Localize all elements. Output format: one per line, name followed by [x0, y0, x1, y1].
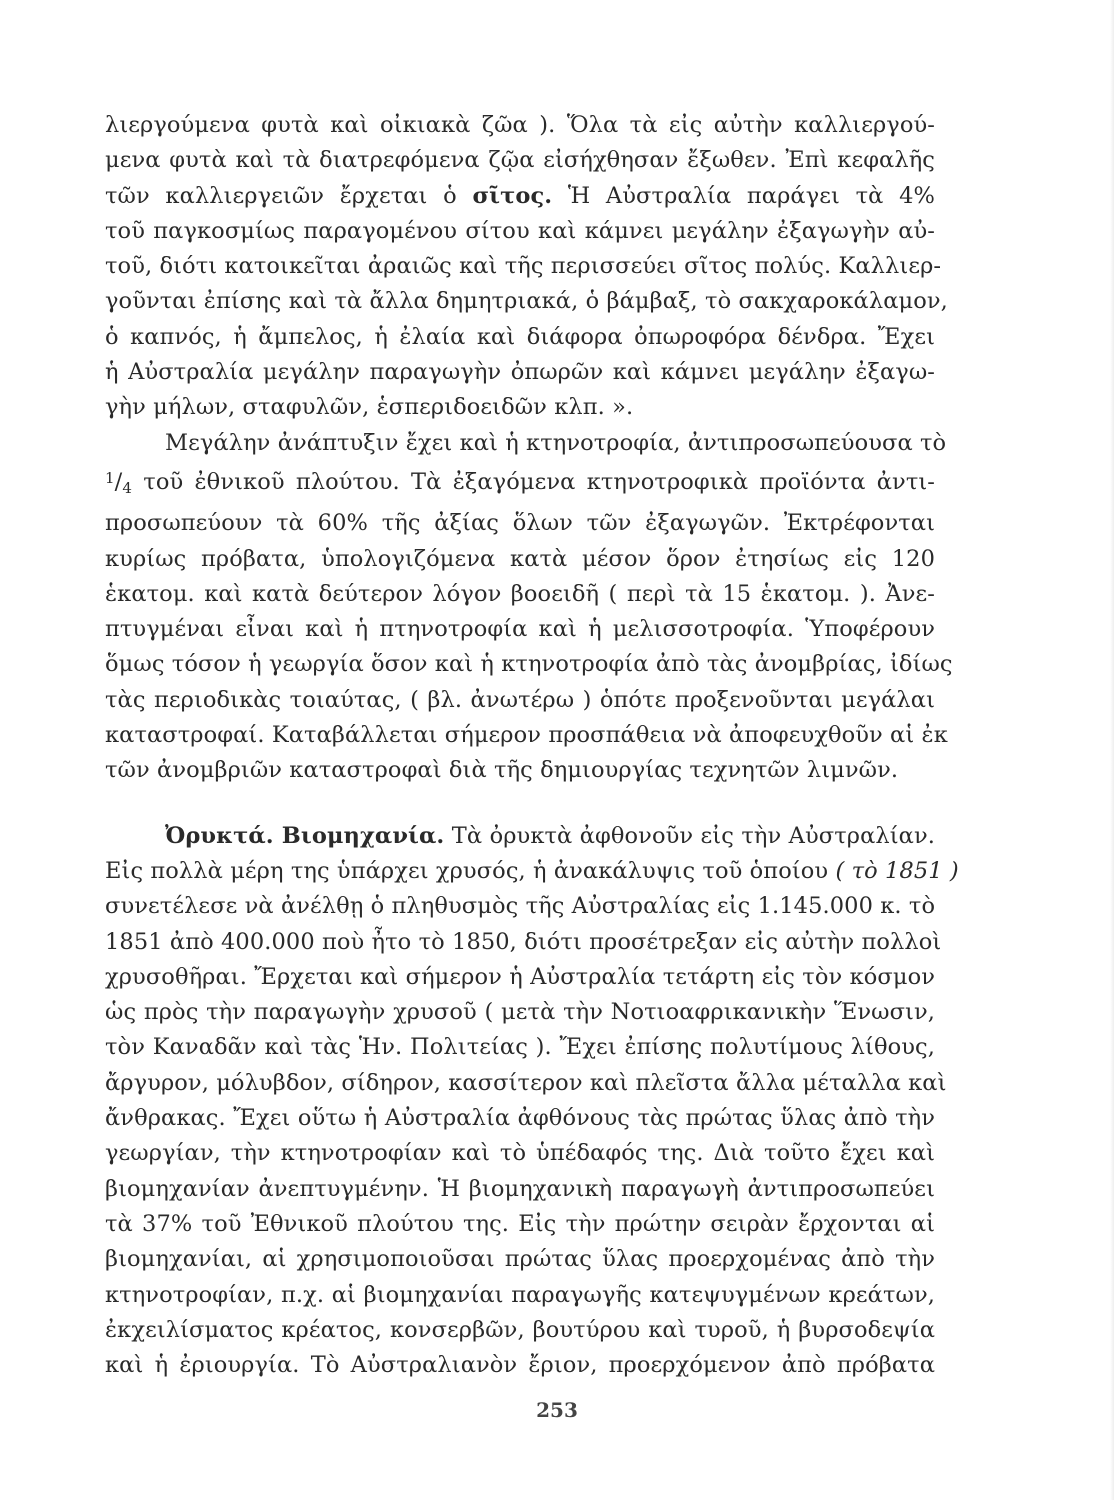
text-line: γεωργίαν, τὴν κτηνοτροφίαν καὶ τὸ ὑπέδαφός της. Διὰ τοῦτο ἔχει καὶ [105, 1140, 935, 1167]
text-line: ὁ καπνός, ἡ ἄμπελος, ἡ ἐλαία καὶ διάφορα ὀπωροφόρα δένδρα. Ἔχει [105, 323, 935, 350]
text-line: ἐκχειλίσματος κρέατος, κονσερβῶν, βουτύρου καὶ τυροῦ, ἡ βυρσοδεψία [105, 1316, 935, 1343]
text-line: καταστροφαί. Καταβάλλεται σήμερον προσπάθεια νὰ ἀποφευχθοῦν αἱ ἐκ [105, 722, 948, 749]
text-line: 1851 ἀπὸ 400.000 ποὺ ἦτο τὸ 1850, διότι προσέτρεξαν εἰς αὐτὴν πολλοὶ [105, 928, 942, 955]
page-body [105, 108, 959, 1383]
paragraph-livestock [105, 426, 953, 789]
page-number: 253 [536, 1398, 578, 1422]
page-edge-shadow [1110, 0, 1114, 1500]
text-line: λιεργούμενα φυτὰ καὶ οἰκιακὰ ζῶα ). Ὅλα τὰ εἰς αὐτὴν καλλιεργού- [105, 112, 935, 138]
text-line: πτυγμέναι εἶναι καὶ ἡ πτηνοτροφία καὶ ἡ μελισσοτροφία. Ὑποφέρουν [105, 616, 935, 643]
text-line: Εἰς πολλὰ μέρη της ὑπάρχει χρυσός, ἡ ἀνακάλυψις τοῦ ὁποίου ( τὸ 1851 ) [105, 857, 959, 884]
text-line: ὡς πρὸς τὴν παραγωγὴν χρυσοῦ ( μετὰ τὴν Νοτιοαφρικανικὴν Ἕνωσιν, [105, 999, 935, 1026]
text-line: βιομηχανίαι, αἱ χρησιμοποιοῦσαι πρώτας ὕλας προερχομένας ἀπὸ τὴν [105, 1246, 935, 1273]
text-line: τοῦ, διότι κατοικεῖται ἀραιῶς καὶ τῆς περισσεύει σῖτος πολύς. Καλλιερ- [105, 253, 942, 280]
text-line: γοῦνται ἐπίσης καὶ τὰ ἄλλα δημητριακά, ὁ βάμβαξ, τὸ σακχαροκάλαμον, [105, 288, 948, 315]
text-line: τῶν ἀνομβριῶν καταστροφαὶ διὰ τῆς δημιουργίας τεχνητῶν λιμνῶν. [105, 757, 899, 784]
text-line: ἑκατομ. καὶ κατὰ δεύτερον λόγον βοοειδῆ ( περὶ τὰ 15 ἑκατομ. ). Ἀνε- [105, 580, 935, 607]
text-line: τῶν καλλιεργειῶν ἔρχεται ὁ σῖτος. Ἡ Αὐστραλία παράγει τὰ 4% [105, 182, 935, 209]
text-line: χρυσοθῆραι. Ἔρχεται καὶ σήμερον ἡ Αὐστραλία τετάρτη εἰς τὸν κόσμον [105, 963, 935, 990]
text-line: προσωπεύουν τὰ 60% τῆς ἀξίας ὅλων τῶν ἐξαγωγῶν. Ἐκτρέφονται [105, 510, 935, 537]
section-gap [105, 789, 935, 819]
text-line: κτηνοτροφίαν, π.χ. αἱ βιομηχανίαι παραγωγῆς κατεψυγμένων κρεάτων, [105, 1281, 935, 1308]
text-line: γὴν μήλων, σταφυλῶν, ἑσπεριδοειδῶν κλπ. ». [105, 394, 634, 421]
paragraph-agriculture [105, 108, 948, 426]
text-line: συνετέλεσε νὰ ἀνέλθῃ ὁ πληθυσμὸς τῆς Αὐστραλίας εἰς 1.145.000 κ. τὸ [105, 893, 936, 920]
text-line: μενα φυτὰ καὶ τὰ διατρεφόμενα ζῷα εἰσήχθησαν ἔξωθεν. Ἐπὶ κεφαλῆς [105, 147, 935, 174]
text-line: τοῦ παγκοσμίως παραγομένου σίτου καὶ κάμνει μεγάλην ἐξαγωγὴν αὐ- [105, 217, 935, 244]
paragraph-minerals-industry [105, 819, 959, 1384]
text-line: τὰ 37% τοῦ Ἐθνικοῦ πλούτου της. Εἰς τὴν πρώτην σειρὰν ἔρχονται αἱ [105, 1210, 935, 1237]
text-line: κυρίως πρόβατα, ὑπολογιζόμενα κατὰ μέσον ὅρον ἐτησίως εἰς 120 [105, 545, 935, 572]
text-line: ἡ Αὐστραλία μεγάλην παραγωγὴν ὀπωρῶν καὶ κάμνει μεγάλην ἐξαγω- [105, 359, 935, 386]
text-line: ὅμως τόσον ἡ γεωργία ὅσον καὶ ἡ κτηνοτροφία ἀπὸ τὰς ἀνομβρίας, ἰδίως [105, 651, 953, 678]
text-line: καὶ ἡ ἐριουργία. Τὸ Αὐστραλιανὸν ἔριον, προερχόμενον ἀπὸ πρόβατα [105, 1352, 935, 1379]
text-line: ἄνθρακας. Ἔχει οὕτω ἡ Αὐστραλία ἀφθόνους τὰς πρώτας ὕλας ἀπὸ τὴν [105, 1105, 935, 1132]
text-line: βιομηχανίαν ἀνεπτυγμένην. Ἡ βιομηχανικὴ παραγωγὴ ἀντιπροσωπεύει [105, 1175, 935, 1202]
emphasis-wheat: σῖτος. [472, 182, 553, 209]
text-line: Ὀρυκτά. Βιομηχανία. Τὰ ὀρυκτὰ ἀφθονοῦν εἰς τὴν Αὐστραλίαν. [165, 822, 935, 849]
text-line: $^1/_4$ τοῦ ἐθνικοῦ πλούτου. Τὰ ἐξαγόμενα κτηνοτροφικὰ προϊόντα ἀντι- [105, 468, 935, 497]
text-line: τὸν Καναδᾶν καὶ τὰς Ἡν. Πολιτείας ). Ἔχει ἐπίσης πολυτίμους λίθους, [105, 1034, 935, 1061]
section-heading: Ὀρυκτά. Βιομηχανία. [165, 822, 445, 849]
text-line: ἄργυρον, μόλυβδον, σίδηρον, κασσίτερον καὶ πλεῖστα ἄλλα μέταλλα καὶ [105, 1069, 947, 1096]
text-line: τὰς περιοδικὰς τοιαύτας, ( βλ. ἀνωτέρω ) ὁπότε προξενοῦνται μεγάλαι [105, 686, 935, 713]
text-line: Μεγάλην ἀνάπτυξιν ἔχει καὶ ἡ κτηνοτροφία, ἀντιπροσωπεύουσα τὸ [165, 429, 947, 456]
